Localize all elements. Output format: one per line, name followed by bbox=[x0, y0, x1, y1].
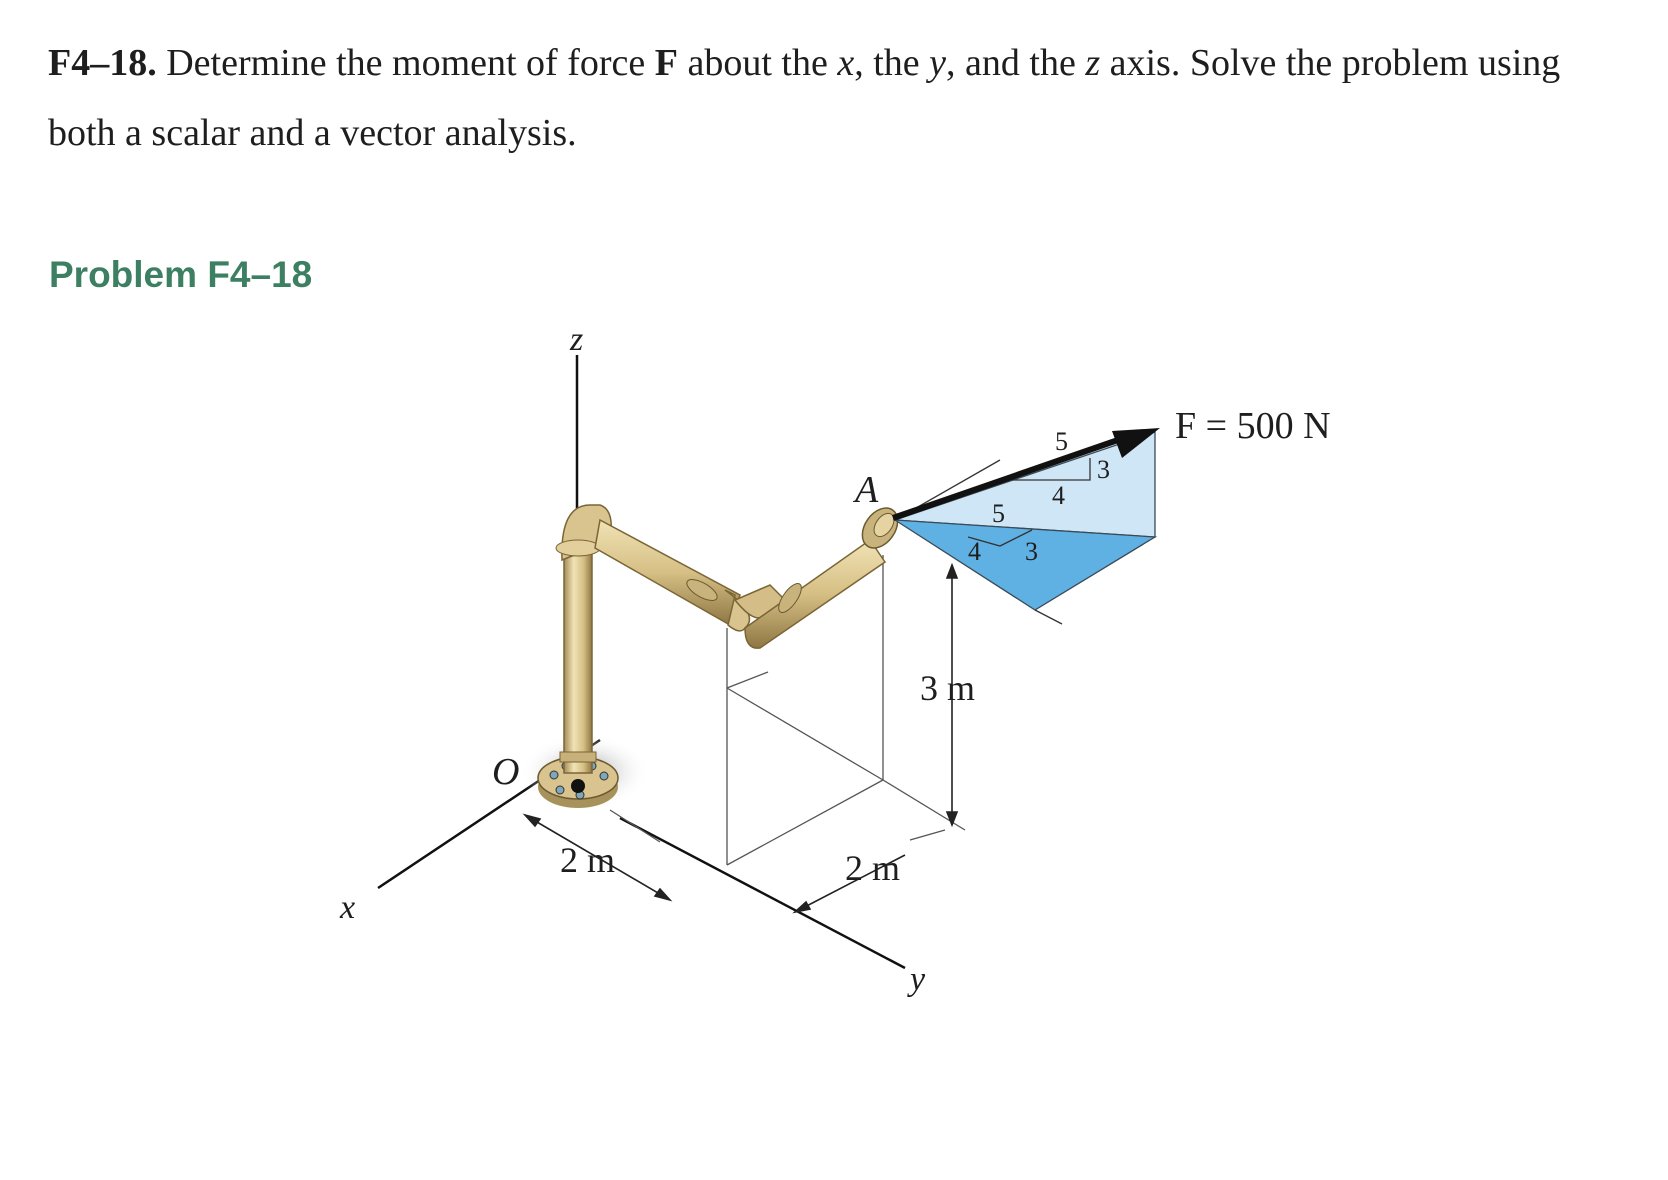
x-axis-label: x bbox=[340, 889, 356, 926]
slope-lower-rise-label: 3 bbox=[1025, 537, 1038, 566]
dim-z-label: 3 m bbox=[920, 668, 976, 708]
force-plane-light bbox=[895, 432, 1155, 537]
axis-y-symbol: y bbox=[929, 42, 947, 84]
problem-text-5: axis. Solve the problem using both a scalar and a vector analysis. bbox=[48, 42, 1561, 154]
dim-x-label: 2 m bbox=[560, 840, 616, 880]
slope-upper-run-label: 4 bbox=[1052, 481, 1065, 510]
origin-label: O bbox=[492, 751, 520, 793]
slope-upper-hyp-label: 5 bbox=[1055, 427, 1068, 456]
problem-text-1: Determine the moment of force bbox=[156, 42, 655, 84]
axes bbox=[378, 355, 905, 968]
figure-caption: Problem F4–18 bbox=[49, 254, 313, 295]
problem-text-3: , the bbox=[854, 42, 930, 84]
force-symbol: F bbox=[654, 42, 678, 84]
problem-text-4: , and the bbox=[946, 42, 1086, 84]
slope-lower-hyp-label: 5 bbox=[992, 499, 1005, 528]
vertical-pipe bbox=[564, 540, 592, 773]
point-a-label: A bbox=[855, 469, 879, 511]
dim-y-label: 2 m bbox=[845, 848, 901, 888]
force-label: F = 500 N bbox=[1175, 405, 1331, 447]
problem-number: F4–18. bbox=[48, 42, 157, 84]
slope-upper-rise-label: 3 bbox=[1097, 455, 1110, 484]
z-axis-label: z bbox=[570, 321, 584, 358]
pipe-segment-1 bbox=[595, 520, 740, 625]
axis-x-symbol: x bbox=[837, 42, 855, 84]
axis-z-symbol: z bbox=[1085, 42, 1101, 84]
slope-lower-run-label: 4 bbox=[968, 537, 981, 566]
problem-text-2: about the bbox=[677, 42, 838, 84]
y-axis-label: y bbox=[910, 961, 926, 998]
